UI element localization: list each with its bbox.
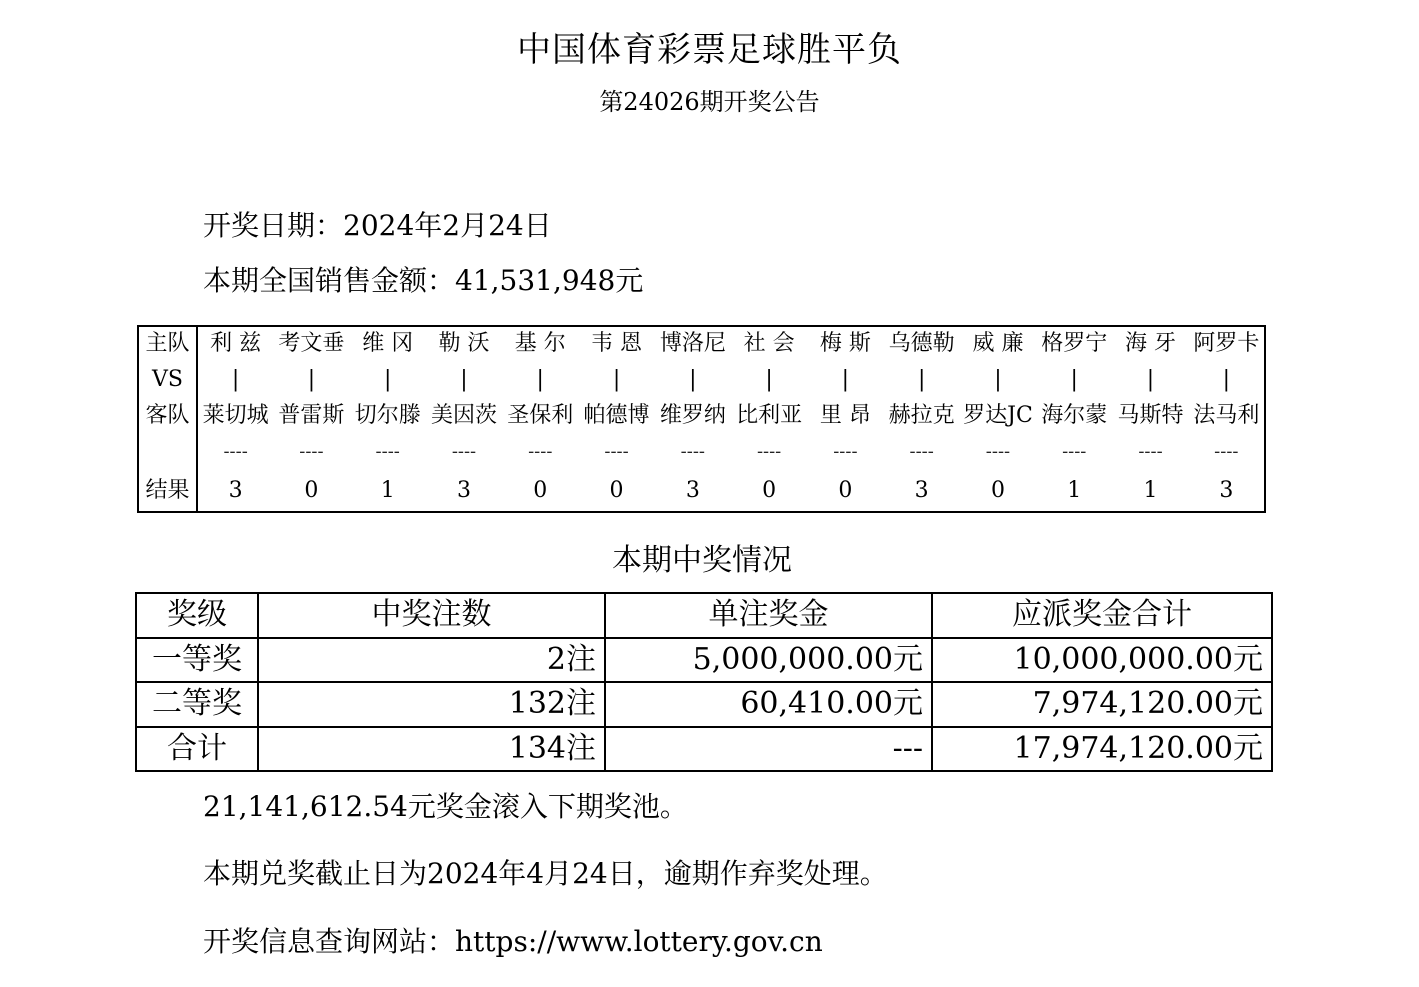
home-team-name: 勒 沃 — [438, 331, 490, 356]
page-subtitle: 第24026期开奖公告 — [599, 88, 820, 116]
vs-divider: | — [536, 367, 544, 392]
away-team-name: 莱切城 — [202, 403, 269, 428]
separator-dash: ---- — [985, 441, 1011, 462]
away-team-name: 帕德博 — [583, 403, 650, 428]
home-team-name: 维 冈 — [362, 331, 414, 356]
prize-unit: 60,410.00元 — [605, 682, 932, 727]
prize-count: 132注 — [258, 682, 605, 727]
prize-row-first — [136, 638, 1272, 683]
prize-unit: 5,000,000.00元 — [605, 638, 932, 683]
header-level: 奖级 — [136, 593, 258, 638]
away-team-name: 普雷斯 — [278, 403, 345, 428]
separator-dash: ---- — [909, 441, 934, 462]
home-team-name: 威 廉 — [972, 331, 1024, 356]
result-label: 结果 — [138, 471, 197, 512]
home-team-name: 利 兹 — [210, 331, 262, 356]
separator-row — [138, 433, 1265, 471]
prize-level: 一等奖 — [136, 638, 258, 683]
home-team-name: 海 牙 — [1125, 331, 1177, 356]
website-info[interactable]: 开奖信息查询网站：https://www.lottery.gov.cn — [203, 925, 823, 958]
home-team-name: 韦 恩 — [591, 331, 643, 356]
match-result: 3 — [228, 478, 243, 503]
away-team-row — [138, 399, 1265, 433]
vs-divider: | — [765, 367, 773, 392]
rollover-note: 21,141,612.54元奖金滚入下期奖池。 — [203, 790, 688, 823]
home-team-name: 梅 斯 — [819, 331, 871, 356]
match-result: 0 — [990, 478, 1005, 503]
vs-row — [138, 361, 1265, 399]
away-team-name: 维罗纳 — [659, 403, 726, 428]
home-team-name: 社 会 — [743, 331, 795, 356]
separator-dash: ---- — [756, 441, 782, 462]
home-team-name: 考文垂 — [278, 331, 345, 356]
prize-total: 7,974,120.00元 — [932, 682, 1272, 727]
header-count: 中奖注数 — [258, 593, 605, 638]
match-result: 0 — [304, 478, 319, 503]
match-result: 0 — [533, 478, 548, 503]
away-team-label: 客队 — [138, 399, 197, 433]
separator-dash: ---- — [1138, 441, 1163, 462]
prize-level: 二等奖 — [136, 682, 258, 727]
separator-dash: ---- — [528, 441, 553, 462]
prize-count: 134注 — [258, 727, 605, 772]
match-result: 0 — [762, 478, 777, 503]
away-team-name: 罗达JC — [963, 403, 1033, 428]
match-result: 1 — [1067, 478, 1082, 503]
match-result: 1 — [1143, 478, 1158, 503]
home-team-name: 乌德勒 — [888, 331, 955, 356]
home-team-name: 博洛尼 — [659, 331, 726, 356]
page-title: 中国体育彩票足球胜平负 — [517, 30, 902, 70]
match-result: 0 — [838, 478, 853, 503]
match-results-table — [137, 325, 1266, 513]
match-result: 3 — [456, 478, 471, 503]
prize-row-second — [136, 682, 1272, 727]
separator-dash: ---- — [223, 441, 248, 462]
prize-section-title: 本期中奖情况 — [612, 543, 792, 578]
match-result: 3 — [685, 478, 700, 503]
prize-total: 17,974,120.00元 — [932, 727, 1272, 772]
vs-divider: | — [1222, 367, 1231, 392]
prize-table — [135, 592, 1273, 772]
separator-dash: ---- — [1062, 441, 1087, 462]
away-team-name: 海尔蒙 — [1041, 403, 1108, 428]
match-result: 0 — [609, 478, 624, 503]
vs-divider: | — [460, 367, 468, 392]
away-team-name: 比利亚 — [736, 403, 803, 428]
vs-divider: | — [994, 367, 1002, 392]
home-team-label: 主队 — [138, 326, 197, 361]
separator-dash: ---- — [833, 441, 858, 462]
prize-count: 2注 — [258, 638, 605, 683]
home-team-name: 阿罗卡 — [1193, 331, 1260, 356]
header-unit-prize: 单注奖金 — [605, 593, 932, 638]
vs-divider: | — [1070, 367, 1078, 392]
away-team-name: 美因茨 — [430, 403, 497, 428]
separator-dash: ---- — [1214, 441, 1239, 462]
home-team-name: 基 尔 — [514, 331, 566, 356]
separator-dash: ---- — [375, 441, 400, 462]
home-team-name: 格罗宁 — [1041, 331, 1108, 356]
header-total-prize: 应派奖金合计 — [932, 593, 1272, 638]
vs-divider: | — [917, 367, 926, 392]
draw-date: 开奖日期：2024年2月24日 — [203, 209, 552, 242]
away-team-name: 法马利 — [1193, 403, 1260, 428]
prize-row-total — [136, 727, 1272, 772]
separator-label-cell — [138, 433, 197, 471]
away-team-name: 切尔滕 — [354, 403, 421, 428]
vs-divider: | — [383, 367, 392, 392]
vs-divider: | — [689, 367, 697, 392]
vs-divider: | — [1146, 367, 1155, 392]
match-result: 1 — [380, 478, 395, 503]
sales-amount: 本期全国销售金额：41,531,948元 — [203, 264, 644, 297]
prize-header-row — [136, 593, 1272, 638]
away-team-name: 里 昂 — [819, 403, 871, 428]
away-team-name: 圣保利 — [507, 403, 574, 428]
away-team-name: 赫拉克 — [888, 403, 955, 428]
separator-dash: ---- — [604, 441, 629, 462]
home-team-row — [138, 326, 1265, 361]
result-row — [138, 471, 1265, 512]
separator-dash: ---- — [451, 441, 477, 462]
vs-divider: | — [307, 367, 316, 392]
prize-total: 10,000,000.00元 — [932, 638, 1272, 683]
vs-label: VS — [138, 361, 197, 399]
separator-dash: ---- — [680, 441, 705, 462]
away-team-name: 马斯特 — [1117, 403, 1184, 428]
deadline-note: 本期兑奖截止日为2024年4月24日，逾期作弃奖处理。 — [203, 857, 888, 890]
match-result: 3 — [1219, 478, 1234, 503]
prize-unit: --- — [605, 727, 932, 772]
match-result: 3 — [914, 478, 929, 503]
vs-divider: | — [231, 367, 240, 392]
prize-level: 合计 — [136, 727, 258, 772]
vs-divider: | — [612, 367, 621, 392]
separator-dash: ---- — [299, 441, 324, 462]
vs-divider: | — [841, 367, 850, 392]
